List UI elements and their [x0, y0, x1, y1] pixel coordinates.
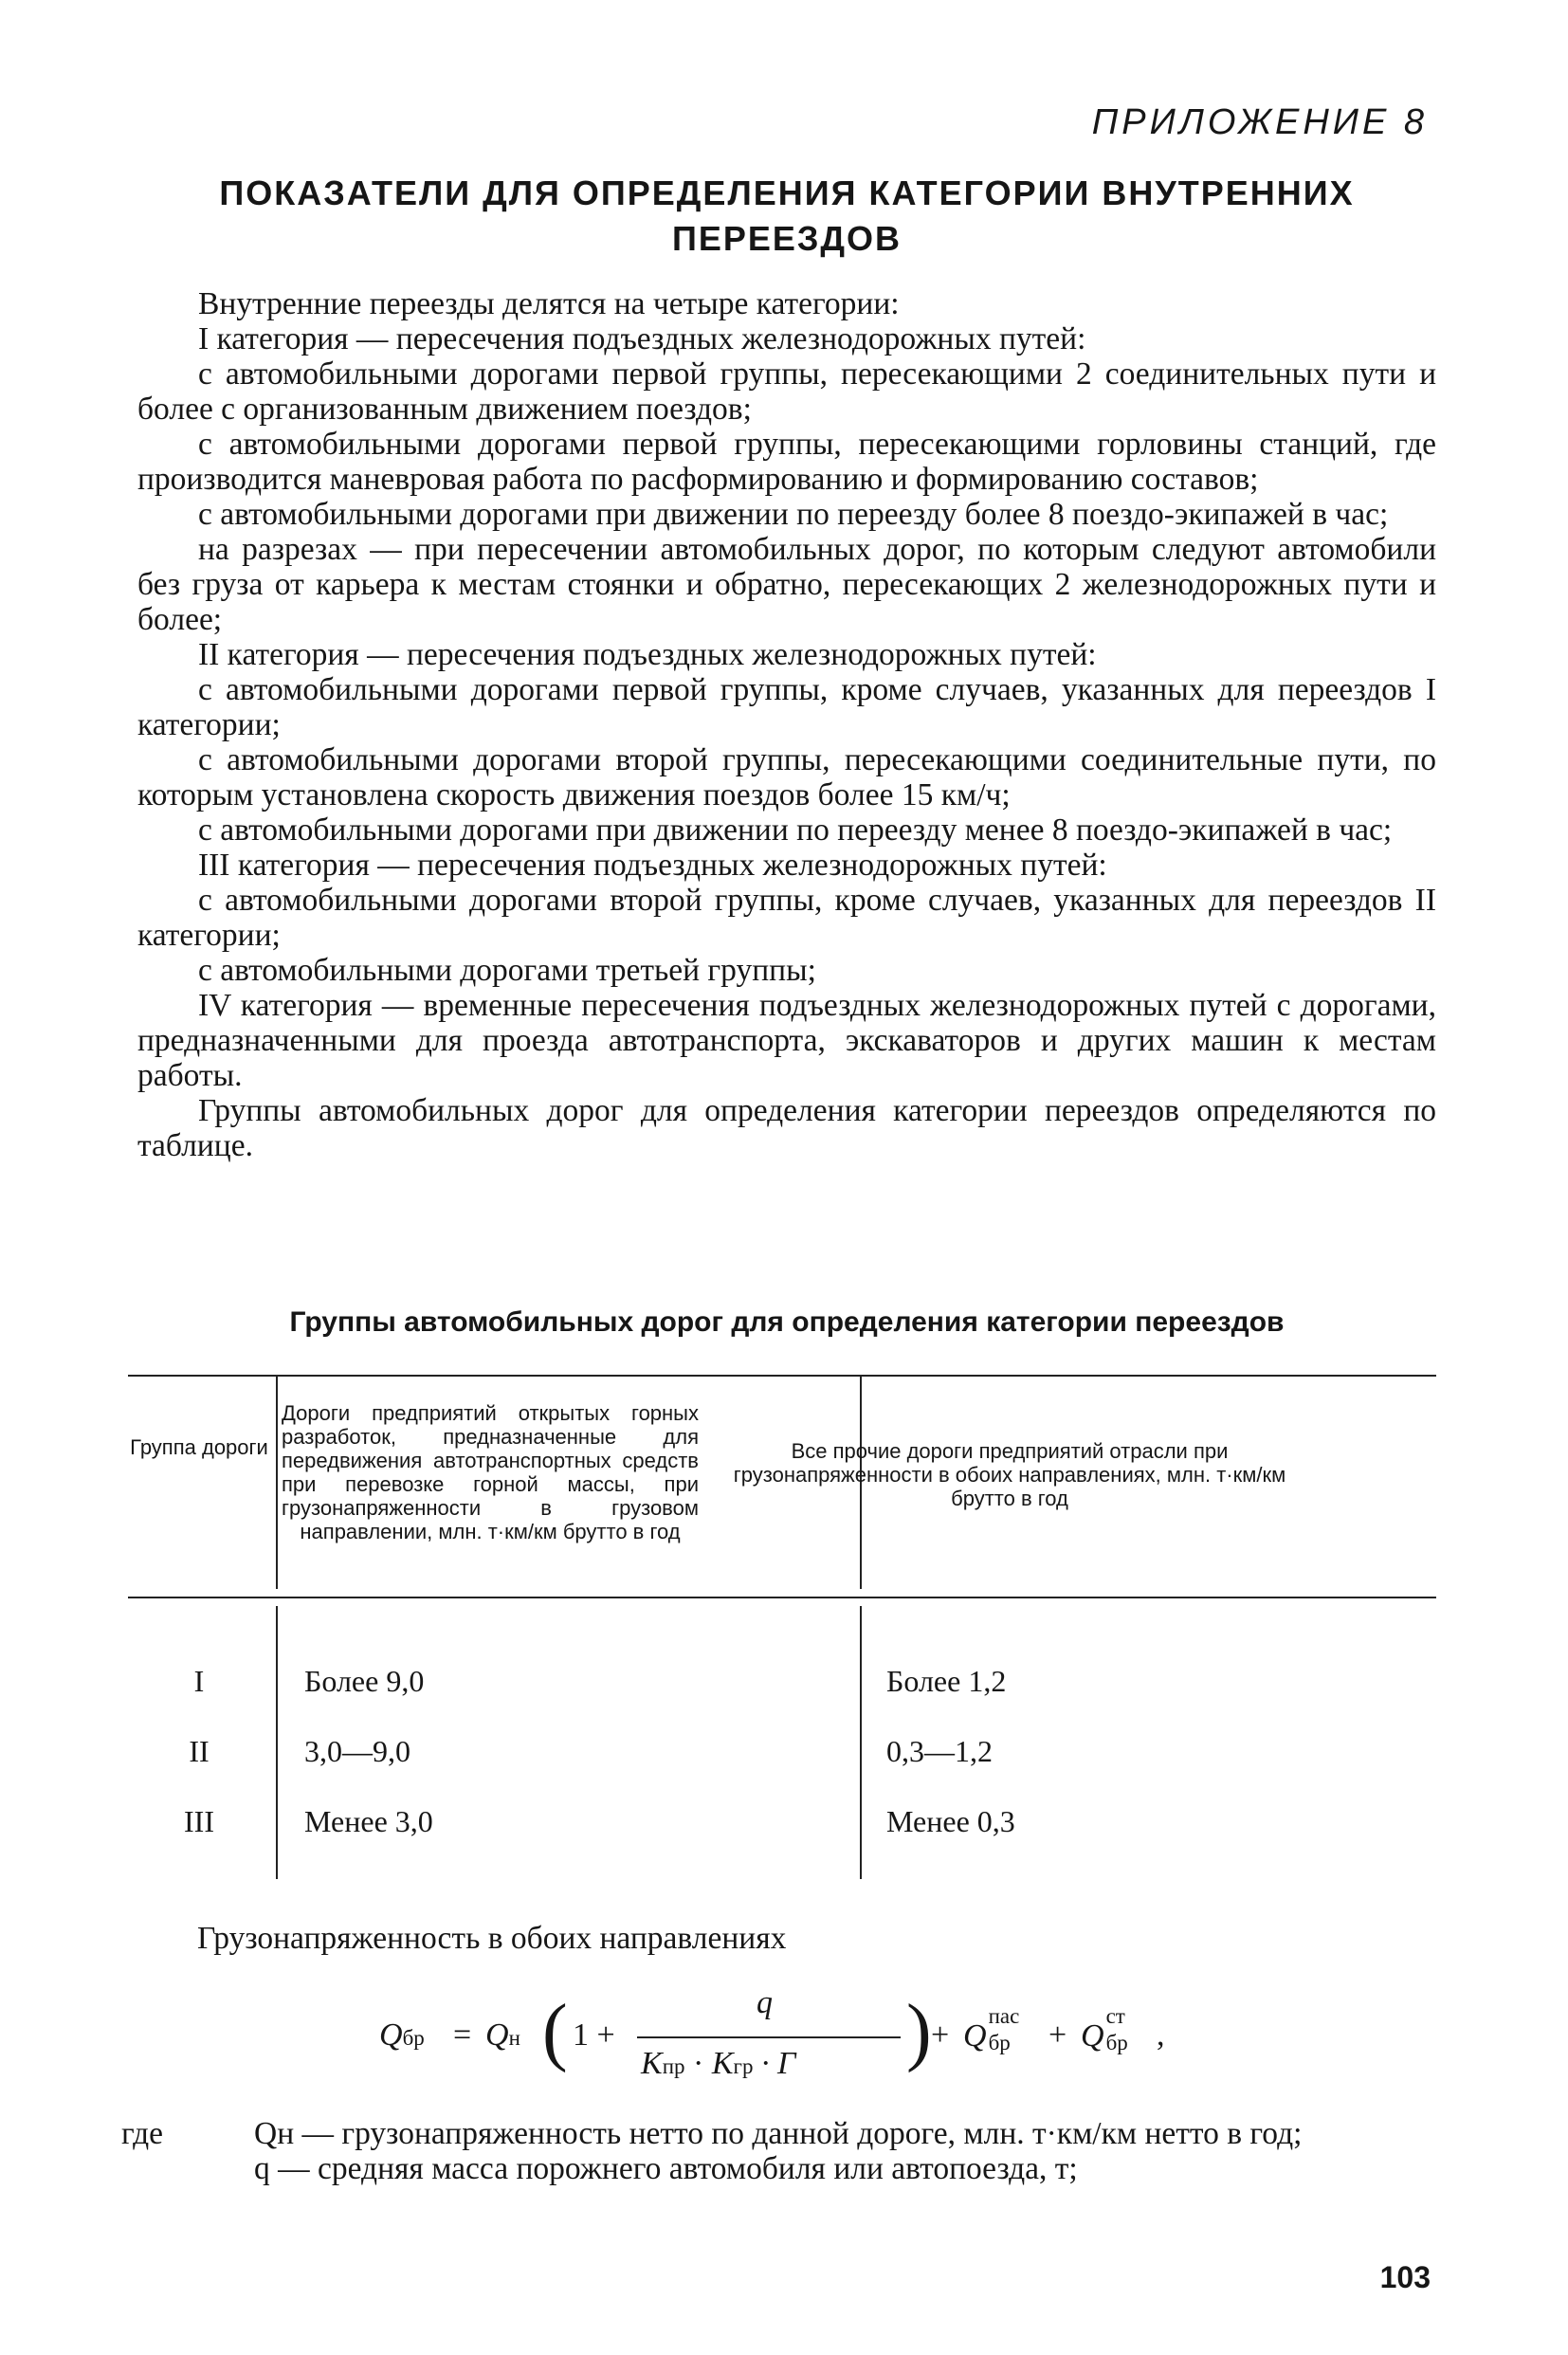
table-cell-group: I [193, 1664, 205, 1698]
paragraph: с автомобильными дорогами при движении по переезду более 8 поездо-экипажей в час; [198, 497, 1389, 532]
paragraph: с автомобильными дорогами третьей группы; [198, 953, 816, 988]
definition-row [121, 2116, 1439, 2151]
formula-fraction-bar [637, 2036, 901, 2038]
formula-qn: Qн [485, 2017, 520, 2053]
where-label: где [121, 2116, 163, 2151]
formula-comma: , [1157, 2017, 1165, 2053]
paragraph: IV категория — временные пересечения подъездных железнодорожных путей с дорогами, предназначенными для проезда автотранспорта, экскаваторов и других машин к местам работы. [137, 988, 1436, 1093]
formula-plus: + [931, 2017, 950, 2053]
formula-lhs: Qбр [379, 2017, 425, 2053]
table-title: Группы автомобильных дорог для определения категории переездов [289, 1306, 1285, 1338]
table-header-rule [128, 1597, 1436, 1598]
table-column-divider [276, 1606, 278, 1879]
formula-denominator: Kпр · Kгр · Г [641, 2046, 796, 2081]
table-header-group: Группа дороги [130, 1435, 268, 1459]
freight-intensity-formula [379, 1985, 1194, 2090]
table-cell-open-pit: Менее 3,0 [304, 1804, 433, 1838]
page-number: 103 [1379, 2260, 1431, 2294]
formula-term-passenger: Q пас бр [963, 2004, 1020, 2054]
formula-open-paren: ( [542, 1990, 568, 2073]
paragraph: с автомобильными дорогами первой группы, пересекающими горловины станций, где производится маневровая работа по расформированию и формированию составов; [137, 427, 1436, 497]
paragraph: с автомобильными дорогами первой группы, пересекающими 2 соединительных пути и более с организованным движением поездов; [137, 356, 1436, 427]
table-cell-group: II [189, 1734, 210, 1768]
table-cell-other: Менее 0,3 [886, 1804, 1015, 1838]
definitions [121, 2116, 1439, 2186]
paragraph: с автомобильными дорогами первой группы, кроме случаев, указанных для переездов I категории; [137, 672, 1436, 742]
body-text [137, 286, 1436, 1163]
formula-plus: + [1048, 2017, 1067, 2053]
table-top-rule [128, 1375, 1436, 1377]
table-header-open-pit-roads: Дороги предприятий открытых горных разработок, предназначенные для передвижения автотранспортных средств при перевозке горной массы, при грузонапряженности в грузовом направлении, млн. т·км/км брутто в год [282, 1401, 699, 1543]
formula-numerator: q [757, 1985, 773, 2020]
paragraph: Группы автомобильных дорог для определения категории переездов определяются по таблице. [137, 1093, 1436, 1163]
table-cell-open-pit: Более 9,0 [304, 1664, 425, 1698]
table-cell-group: III [184, 1804, 214, 1838]
paragraph: II категория — пересечения подъездных железнодорожных путей: [198, 637, 1097, 672]
paragraph: с автомобильными дорогами при движении по переезду менее 8 поездо-экипажей в час; [198, 812, 1393, 848]
table-column-divider [276, 1375, 278, 1589]
appendix-label: ПРИЛОЖЕНИЕ 8 [1091, 102, 1428, 142]
formula-close-paren: ) [906, 1990, 932, 2073]
paragraph: на разрезах — при пересечении автомобильных дорог, по которым следуют автомобили без груза от карьера к местам стоянки и обратно, пересекающих 2 железнодорожных пути и более; [137, 532, 1436, 637]
formula-equals: = [453, 2017, 472, 2053]
page-title: ПОКАЗАТЕЛИ ДЛЯ ОПРЕДЕЛЕНИЯ КАТЕГОРИИ ВНУТРЕННИХ ПЕРЕЕЗДОВ [219, 173, 1355, 258]
table-cell-other: Более 1,2 [886, 1664, 1007, 1698]
formula-one-plus: 1 + [573, 2017, 615, 2053]
paragraph: III категория — пересечения подъездных железнодорожных путей: [198, 848, 1107, 883]
paragraph: с автомобильными дорогами второй группы, пересекающими соединительные пути, по которым установлена скорость движения поездов более 15 км/ч; [137, 742, 1436, 812]
paragraph: Внутренние переезды делятся на четыре категории: [198, 286, 900, 321]
definition-text: Qн — грузонапряженность нетто по данной дороге, млн. т·км/км нетто в год; [254, 2116, 1303, 2151]
paragraph: I категория — пересечения подъездных железнодорожных путей: [198, 321, 1086, 356]
road-groups-table [128, 1375, 1436, 1879]
definition-text: q — средняя масса порожнего автомобиля или автопоезда, т; [254, 2151, 1078, 2186]
table-cell-other: 0,3—1,2 [886, 1734, 993, 1768]
formula-term-station: Q ст бр [1081, 2004, 1128, 2054]
paragraph: с автомобильными дорогами второй группы, кроме случаев, указанных для переездов II категории; [137, 883, 1436, 953]
definition-row [121, 2151, 1439, 2186]
table-header-other-roads: Все прочие дороги предприятий отрасли при грузонапряженности в обоих направлениях, млн. т·км/км брутто в год [733, 1439, 1286, 1510]
table-column-divider [860, 1606, 862, 1879]
table-cell-open-pit: 3,0—9,0 [304, 1734, 410, 1768]
formula-intro: Грузонапряженность в обоих направлениях [197, 1921, 787, 1956]
